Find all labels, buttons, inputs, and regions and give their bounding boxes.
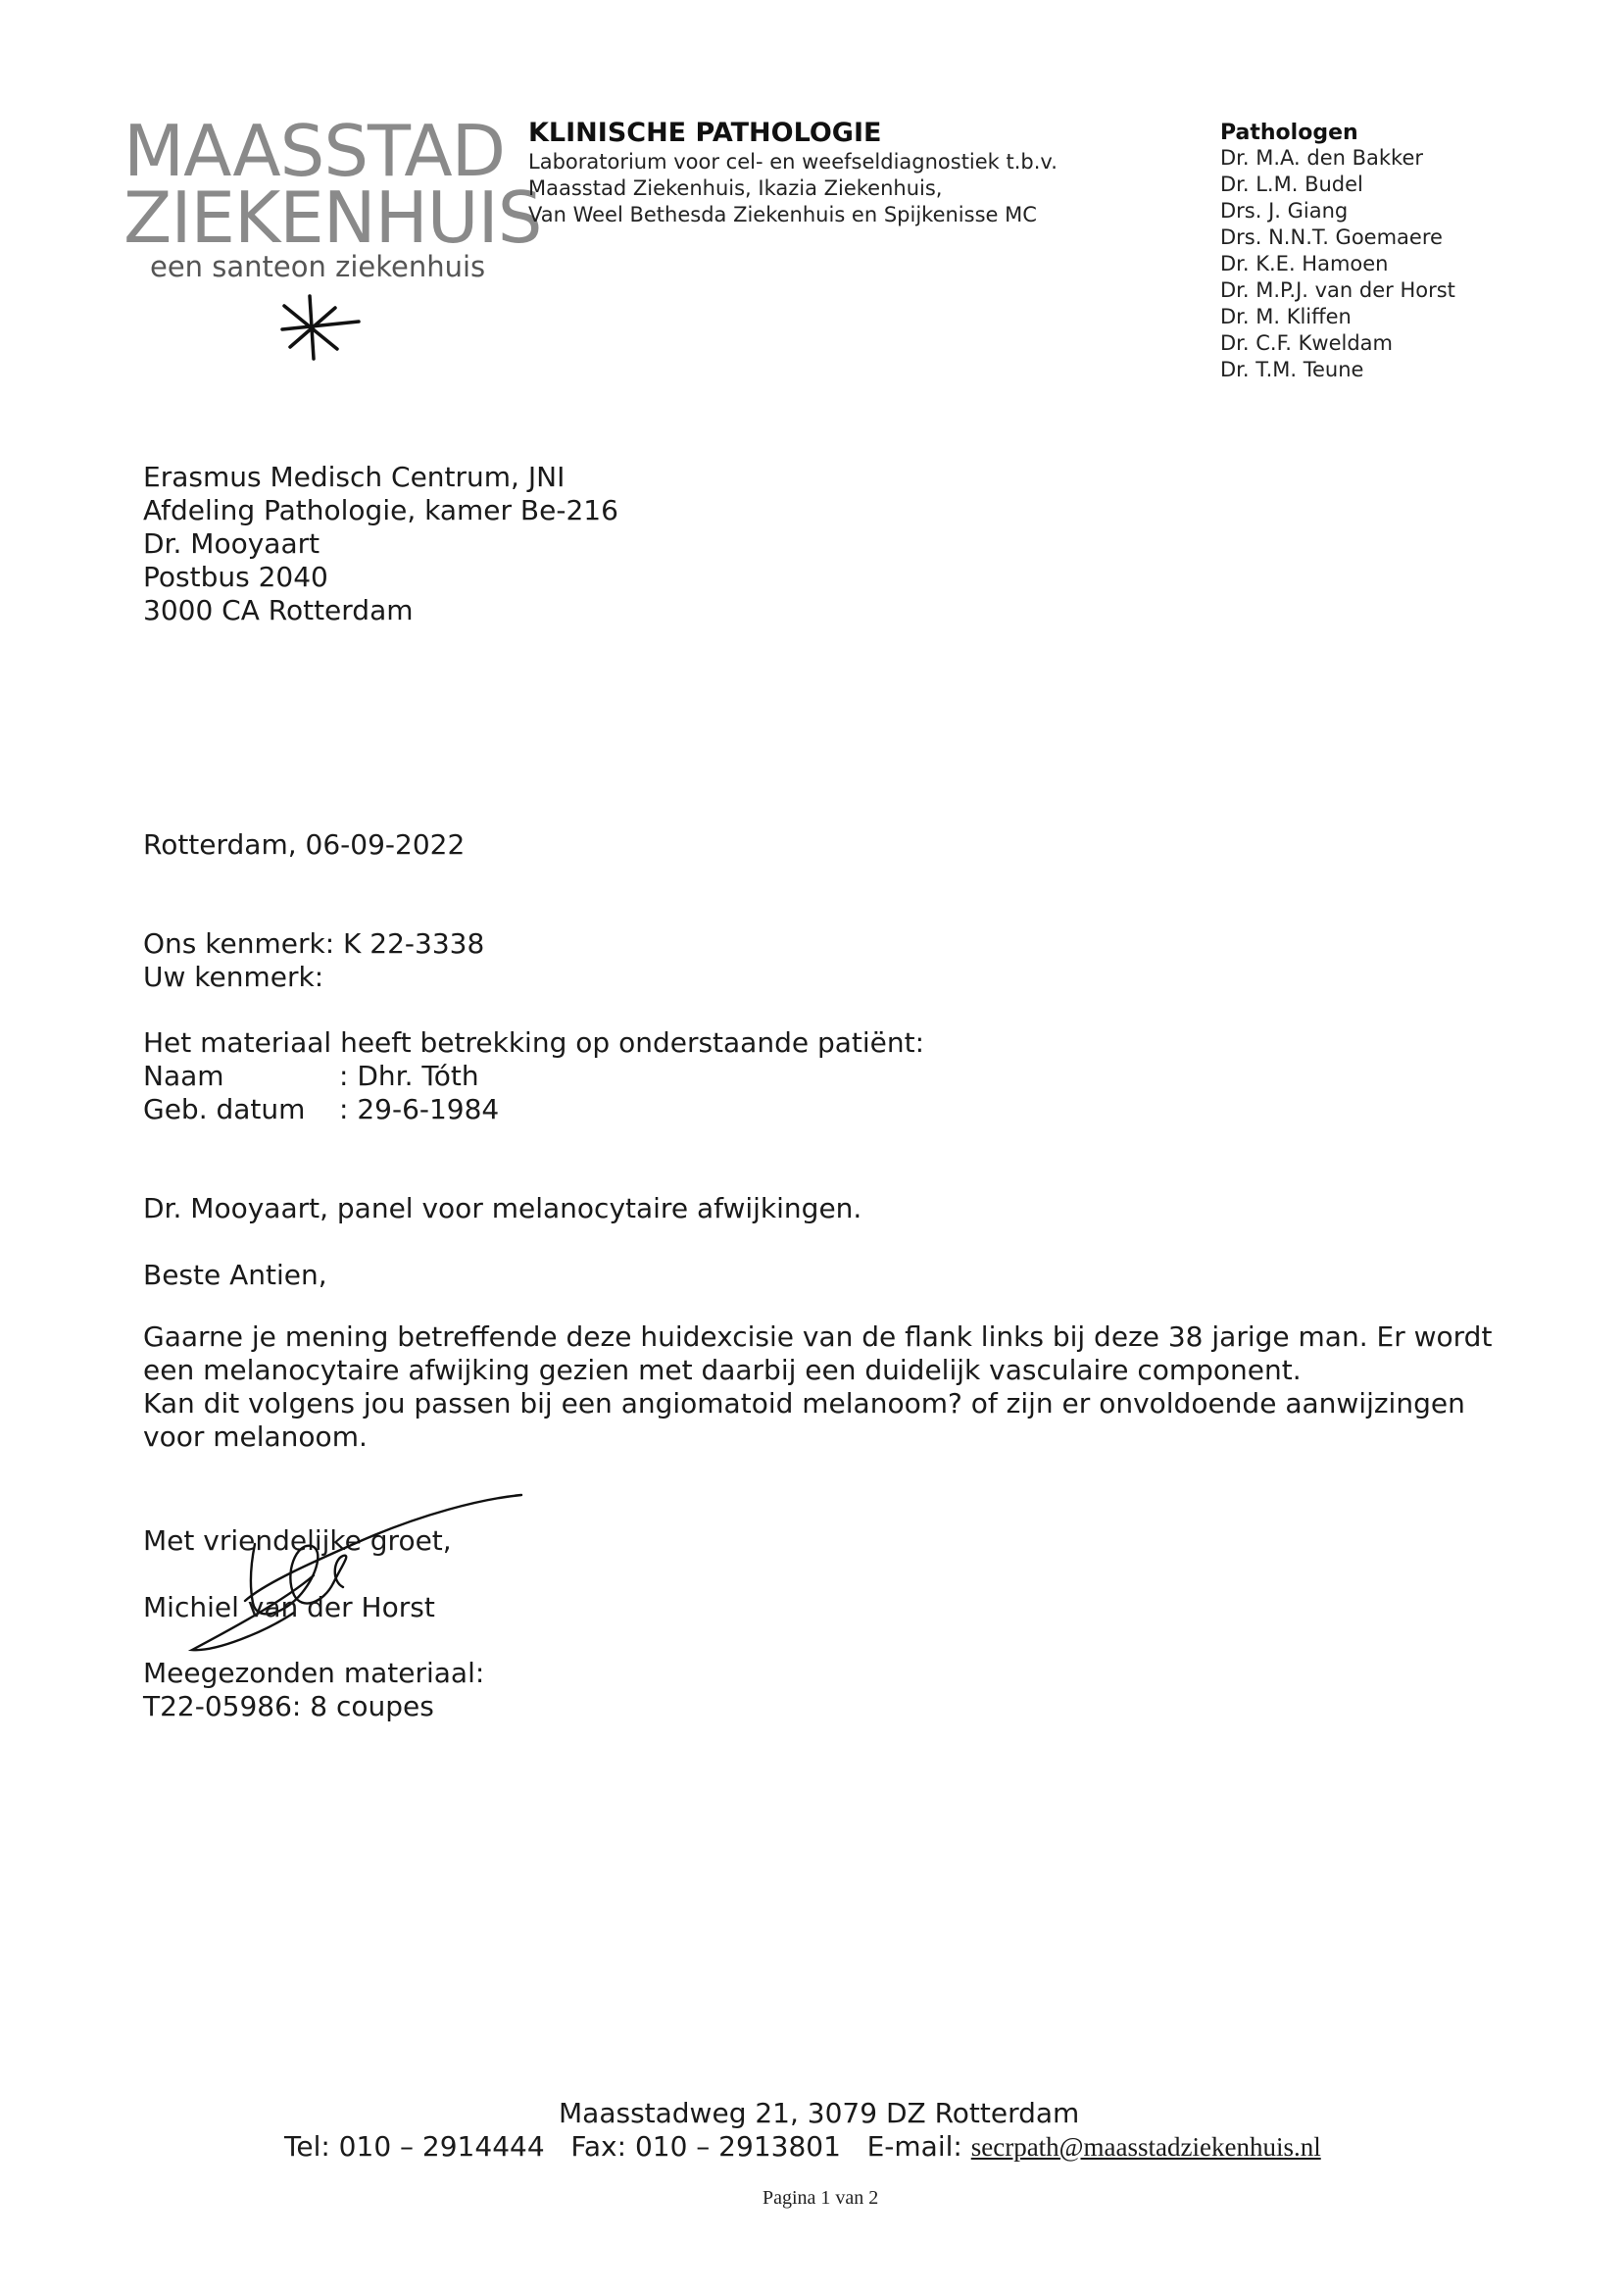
recipient-address: [143, 461, 618, 627]
recipient-line: Afdeling Pathologie, kamer Be-216: [143, 494, 618, 526]
recipient-line: Erasmus Medisch Centrum, JNI: [143, 461, 566, 493]
pathologist-name: Dr. C.F. Kweldam: [1220, 331, 1393, 355]
footer-email-label: E-mail:: [866, 2130, 962, 2163]
department-title: KLINISCHE PATHOLOGIE: [528, 118, 882, 148]
logo-text-line-1: MAASSTAD: [123, 110, 506, 192]
pathologist-name: Dr. K.E. Hamoen: [1220, 252, 1389, 275]
department-line: Van Weel Bethesda Ziekenhuis en Spijkenisse MC: [528, 203, 1037, 226]
footer-contacts: [284, 2130, 1321, 2164]
your-reference-label: Uw kenmerk:: [143, 961, 324, 993]
recipient-line: Postbus 2040: [143, 561, 328, 593]
material-label: Meegezonden materiaal:: [143, 1657, 485, 1689]
pathologist-name: Dr. M.A. den Bakker: [1220, 146, 1424, 170]
pathologists-list: [1220, 121, 1455, 383]
department-line: Laboratorium voor cel- en weefseldiagnostiek t.b.v.: [528, 150, 1058, 174]
our-reference-value: K 22-3338: [343, 927, 485, 960]
signer-name: Michiel van der Horst: [143, 1591, 435, 1623]
page-number: Pagina 1 van 2: [763, 2187, 879, 2209]
recipient-line: 3000 CA Rotterdam: [143, 594, 414, 626]
letter-date: Rotterdam, 06-09-2022: [143, 828, 466, 861]
pathologist-name: Dr. T.M. Teune: [1220, 358, 1364, 381]
recipient-line: Dr. Mooyaart: [143, 527, 320, 560]
body-line: een melanocytaire afwijking gezien met daarbij een duidelijk vasculaire component.: [143, 1354, 1302, 1386]
letter-body: [143, 1320, 1492, 1454]
footer-fax: Fax: 010 – 2913801: [570, 2130, 841, 2163]
body-line: Gaarne je mening betreffende deze huidexcisie van de flank links bij deze 38 jarige man. Er wordt: [143, 1320, 1493, 1353]
handwritten-signature: [186, 1485, 529, 1662]
body-line: Kan dit volgens jou passen bij een angiomatoid melanoom? of zijn er onvoldoende aanwijzingen: [143, 1387, 1465, 1419]
material-value: T22-05986: 8 coupes: [143, 1690, 434, 1722]
pathologist-name: Dr. L.M. Budel: [1220, 173, 1363, 196]
pathologist-name: Dr. M. Kliffen: [1220, 305, 1352, 328]
logo-tagline: een santeon ziekenhuis: [150, 250, 486, 283]
body-line: voor melanoom.: [143, 1420, 368, 1453]
patient-name-label: Naam: [143, 1060, 224, 1092]
closing-greeting: Met vriendelijke groet,: [143, 1524, 452, 1557]
department-line: Maasstad Ziekenhuis, Ikazia Ziekenhuis,: [528, 176, 943, 200]
footer-address: Maasstadweg 21, 3079 DZ Rotterdam: [559, 2097, 1080, 2129]
salutation: Beste Antien,: [143, 1259, 327, 1291]
our-reference: [143, 927, 484, 961]
patient-intro: Het materiaal heeft betrekking op onderstaande patiënt:: [143, 1026, 925, 1059]
pathologists-title: Pathologen: [1220, 121, 1358, 145]
patient-dob-label: Geb. datum: [143, 1093, 306, 1125]
footer-tel: Tel: 010 – 2914444: [284, 2130, 545, 2163]
logo-text-line-2: ZIEKENHUIS: [123, 176, 542, 259]
patient-name-value: : Dhr. Tóth: [339, 1060, 479, 1092]
footer-email-link[interactable]: secrpath@maasstadziekenhuis.nl: [970, 2132, 1321, 2162]
our-reference-label: Ons kenmerk:: [143, 927, 335, 960]
pathologist-name: Drs. J. Giang: [1220, 199, 1349, 223]
letter-subject: Dr. Mooyaart, panel voor melanocytaire afwijkingen.: [143, 1192, 862, 1224]
pathologist-name: Drs. N.N.T. Goemaere: [1220, 225, 1443, 249]
pathologist-name: Dr. M.P.J. van der Horst: [1220, 278, 1455, 302]
asterisk-star-icon: [276, 292, 365, 363]
patient-dob-value: : 29-6-1984: [339, 1093, 500, 1125]
